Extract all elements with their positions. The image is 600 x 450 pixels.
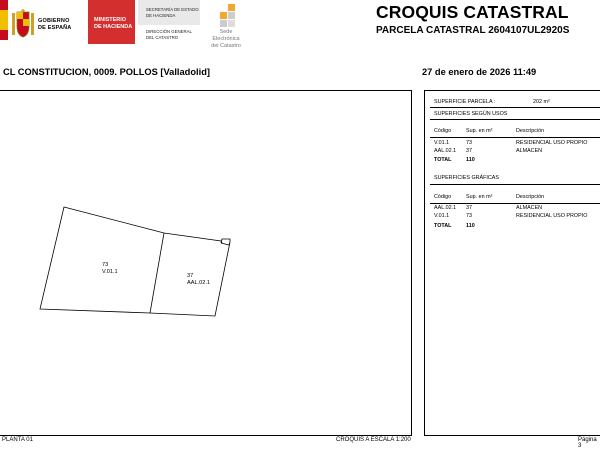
column-header-descripcion: Descripción [516,194,545,200]
divider [430,137,600,138]
footer-escala: CROQUIS A ESCALA 1:200 [336,437,411,443]
parcel-sketch [0,90,412,436]
page-title: CROQUIS CATASTRAL [376,2,569,22]
table-cell: V.01.1 [434,140,450,146]
unit-label-aal02 [187,273,210,287]
catastro-logo-icon [214,3,240,29]
footer-pagina: Página 3 [578,437,597,449]
total-label: TOTAL [434,223,452,229]
unit-label-v01 [102,262,118,276]
parcel-outline [40,207,230,316]
graficas-section-title: SUPERFICIES GRÁFICAS [434,175,499,181]
superficie-parcela-label: SUPERFICIE PARCELA : [434,99,496,105]
address: CL CONSTITUCION, 0009. POLLOS [Valladolid] [3,67,210,77]
table-cell: 37 [466,148,472,154]
table-cell: 73 [466,213,472,219]
divider [430,119,600,120]
unit-code: V.01.1 [102,269,118,275]
secretaria-label: SECRETARÍA DE ESTADO DE HACIENDA [146,7,199,18]
parcela-reference: PARCELA CATASTRAL 2604107UL2920S [376,25,570,36]
total-value: 110 [466,223,475,229]
coat-of-arms-icon [12,9,34,39]
column-header-codigo: Código [434,128,452,134]
usos-section-title: SUPERFICIES SEGÚN USOS [434,111,508,117]
table-cell: RESIDENCIAL USO PROPIO [516,213,588,219]
gobierno-label: GOBIERNO DE ESPAÑA [38,18,72,31]
column-header-codigo: Código [434,194,452,200]
total-label: TOTAL [434,157,452,163]
divider [430,184,600,185]
column-header-sup: Sup. en m² [466,128,493,134]
flag-stripe [0,0,8,40]
table-cell: RESIDENCIAL USO PROPIO [516,140,588,146]
column-header-sup: Sup. en m² [466,194,493,200]
total-value: 110 [466,157,475,163]
footer-planta: PLANTA 01 [2,437,33,443]
divider [430,203,600,204]
superficie-parcela-value: 202 m² [533,99,550,105]
table-cell: 73 [466,140,472,146]
parcel-notch [221,239,230,243]
unit-code: AAL.02.1 [187,280,211,286]
ministerio-label: MINISTERIO DE HACIENDA [94,17,133,30]
unit-divider [150,233,164,313]
direccion-label: DIRECCIÓN GENERAL DEL CATASTRO [146,29,192,40]
unit-sup: 37 [187,273,194,279]
timestamp: 27 de enero de 2026 11:49 [422,67,537,77]
table-cell: AAL.02.1 [434,205,457,211]
table-cell: ALMACEN [516,205,543,211]
table-cell: ALMACEN [516,148,543,154]
divider [430,107,600,108]
sede-label: Sede Electrónica del Catastro [211,29,241,49]
table-cell: 37 [466,205,472,211]
unit-sup: 73 [102,262,109,268]
table-cell: AAL.02.1 [434,148,457,154]
column-header-descripcion: Descripción [516,128,545,134]
table-cell: V.01.1 [434,213,450,219]
